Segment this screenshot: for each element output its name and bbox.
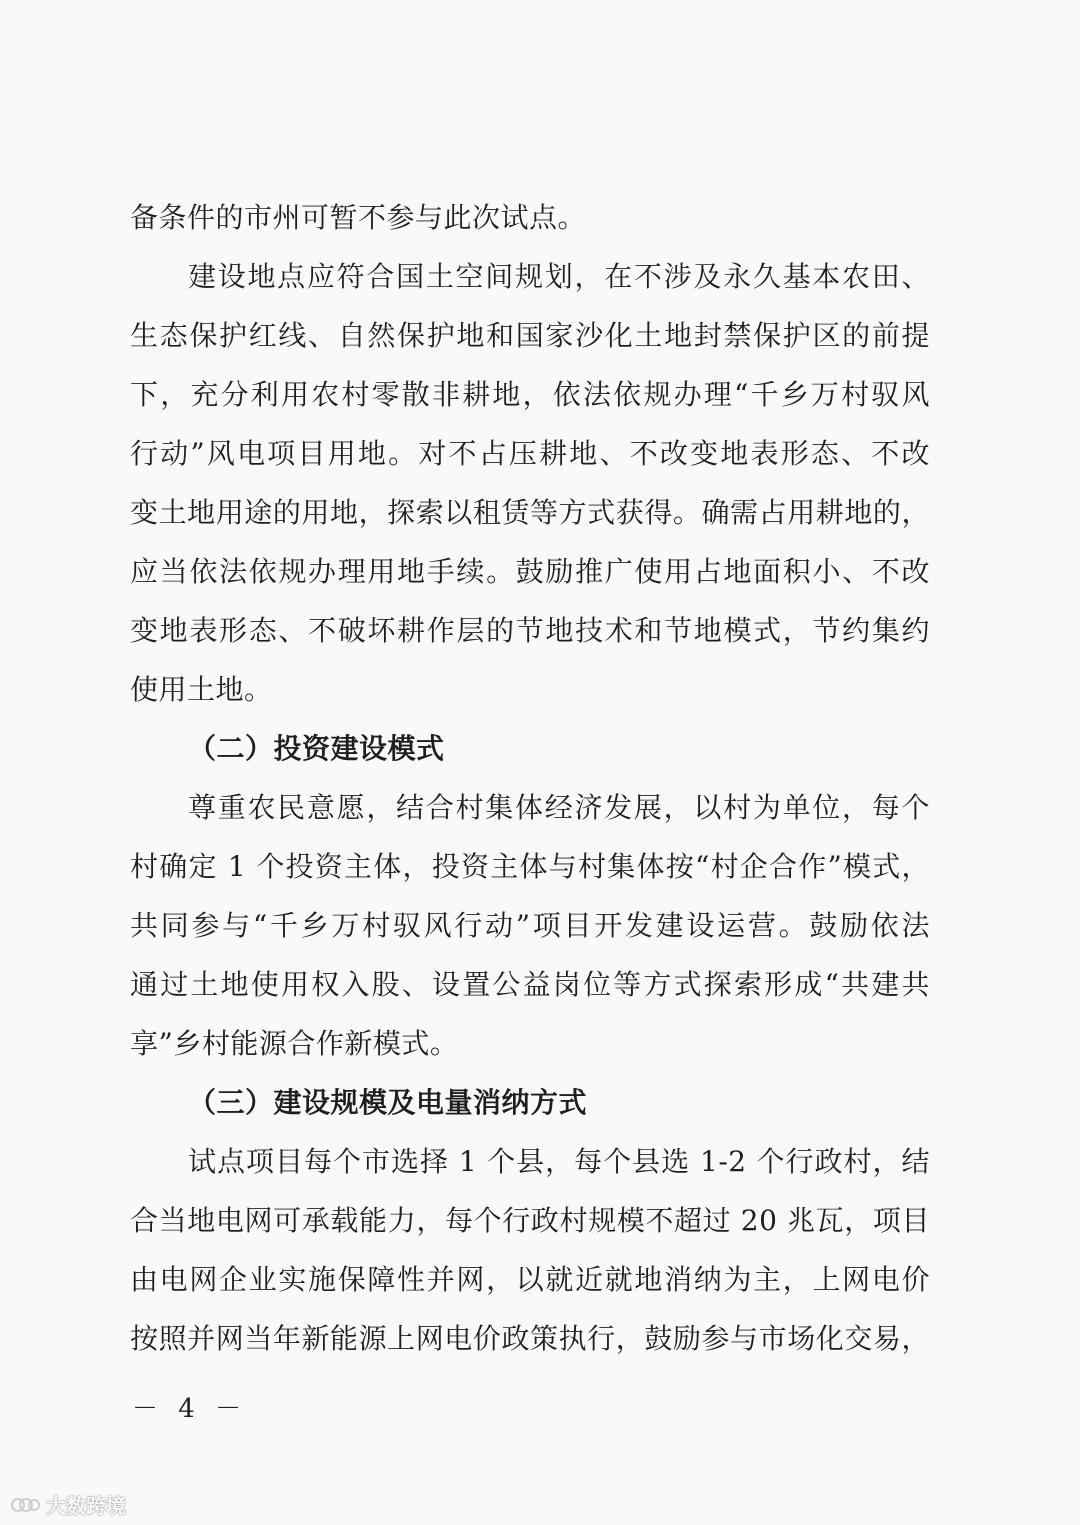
paragraph-line: 下，充分利用农村零散非耕地，依法依规办理“千乡万村驭风 (130, 378, 930, 411)
paragraph-line: 共同参与“千乡万村驭风行动”项目开发建设运营。鼓励依法 (130, 909, 930, 942)
paragraph-line: 由电网企业实施保障性并网，以就近就地消纳为主，上网电价 (130, 1263, 930, 1296)
paragraph-line: 尊重农民意愿，结合村集体经济发展，以村为单位，每个 (188, 791, 930, 824)
paragraph-line: 按照并网当年新能源上网电价政策执行，鼓励参与市场化交易， (130, 1322, 930, 1355)
watermark (10, 1490, 126, 1519)
paragraph-line: 备条件的市州可暂不参与此次试点。 (130, 201, 587, 234)
page-number: － 4 － (132, 1394, 248, 1424)
paragraph-line: 生态保护红线、自然保护地和国家沙化土地封禁保护区的前提 (130, 319, 930, 352)
document-body (130, 188, 930, 1368)
paragraph-line: 享”乡村能源合作新模式。 (130, 1027, 459, 1060)
section-heading: （三）建设规模及电量消纳方式 (188, 1086, 588, 1119)
paragraph-line: 行动”风电项目用地。对不占压耕地、不改变地表形态、不改 (130, 437, 930, 470)
paragraph-line: 村确定 1 个投资主体，投资主体与村集体按“村企合作”模式， (130, 850, 930, 883)
paragraph-line: 通过土地使用权入股、设置公益岗位等方式探索形成“共建共 (130, 968, 930, 1001)
paragraph-line: 使用土地。 (130, 673, 273, 706)
watermark-text: 大数跨境 (46, 1494, 126, 1518)
paragraph-line: 试点项目每个市选择 1 个县，每个县选 1-2 个行政村，结 (188, 1145, 930, 1178)
paragraph-line: 合当地电网可承载能力，每个行政村规模不超过 20 兆瓦，项目 (130, 1204, 930, 1237)
paragraph-line: 应当依法依规办理用地手续。鼓励推广使用占地面积小、不改 (130, 555, 930, 588)
paragraph-line: 变地表形态、不破坏耕作层的节地技术和节地模式，节约集约 (130, 614, 930, 647)
brand-logo-icon (10, 1493, 40, 1517)
section-heading: （二）投资建设模式 (188, 732, 445, 765)
paragraph-line: 变土地用途的用地，探索以租赁等方式获得。确需占用耕地的， (130, 496, 930, 529)
paragraph-line: 建设地点应符合国土空间规划，在不涉及永久基本农田、 (188, 260, 930, 293)
